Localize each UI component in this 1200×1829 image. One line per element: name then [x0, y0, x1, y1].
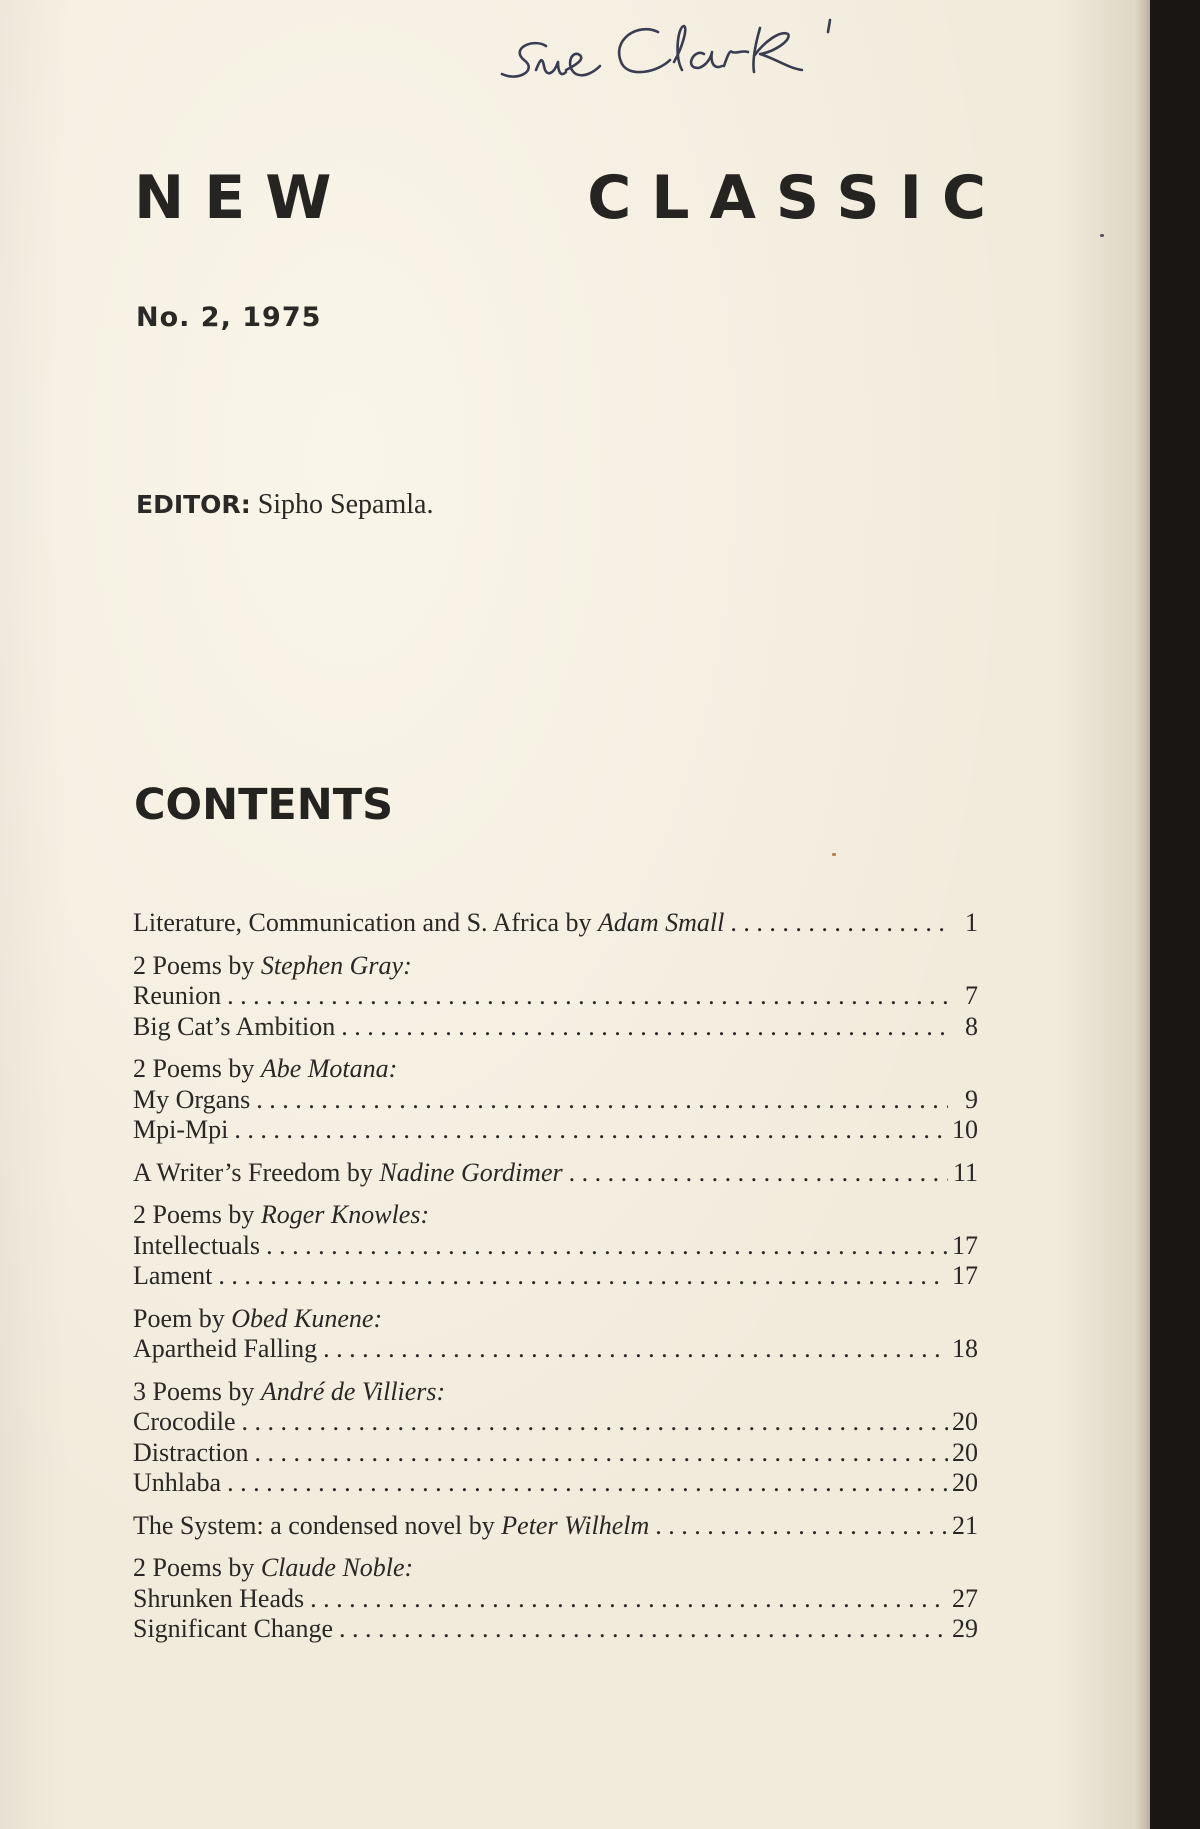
toc-entry-by: by — [340, 1157, 380, 1187]
dot-leader — [227, 1468, 948, 1499]
toc-entry-text — [133, 1085, 256, 1116]
toc-entry — [133, 1012, 978, 1043]
toc-entry-title: Reunion — [133, 981, 222, 1010]
toc-entry-text — [133, 1231, 266, 1262]
dot-leader — [234, 1115, 948, 1146]
toc-entry — [133, 1231, 978, 1262]
handwritten-signature — [498, 8, 918, 118]
toc-group-header — [133, 1377, 978, 1408]
toc-page-number: 18 — [952, 1334, 978, 1363]
toc-group — [133, 951, 978, 1043]
editor-name: Sipho Sepamla. — [257, 489, 434, 520]
toc-page-number: 17 — [952, 1261, 978, 1290]
toc-entry — [133, 908, 978, 939]
toc-group-author: André de Villiers: — [260, 1376, 446, 1406]
toc-group-prefix: 2 Poems by — [133, 1054, 261, 1083]
toc-entry — [133, 1261, 978, 1292]
toc-group-author: Claude Noble: — [260, 1553, 414, 1582]
toc-page-number: 10 — [952, 1115, 978, 1144]
toc-page-number: 20 — [952, 1407, 978, 1436]
toc-group-header — [133, 1304, 978, 1335]
journal-title — [134, 163, 1006, 233]
toc-group-author: Obed Kunene: — [231, 1303, 383, 1333]
toc-entry-title: Intellectuals — [133, 1230, 261, 1260]
toc-entry-author: Adam Small — [598, 908, 725, 937]
toc-entry — [133, 1158, 978, 1189]
paper-speck — [832, 853, 836, 856]
title-word-classic: CLASSIC — [587, 163, 1006, 233]
toc-group — [133, 1304, 978, 1365]
toc-entry — [133, 1614, 978, 1645]
editor-label: EDITOR: — [136, 490, 251, 519]
toc-group-prefix: 2 Poems by — [133, 1200, 261, 1229]
toc-entry — [133, 1115, 978, 1146]
toc-entry — [133, 1468, 978, 1499]
toc-entry-text — [133, 908, 730, 939]
toc-page-number: 21 — [952, 1510, 978, 1540]
dot-leader — [256, 1085, 948, 1116]
toc-page-number: 29 — [952, 1614, 978, 1643]
editor-line — [136, 489, 433, 521]
toc-entry-text — [133, 1012, 341, 1043]
issue-number: No. 2, 1975 — [136, 302, 322, 333]
toc-entry-title: Lament — [133, 1261, 213, 1290]
toc-entry — [133, 1085, 978, 1116]
toc-entry-author: Peter Wilhelm — [501, 1510, 650, 1540]
toc-group-prefix: 3 Poems by — [133, 1376, 261, 1406]
toc-entry — [133, 1438, 978, 1469]
toc-group — [133, 1054, 978, 1146]
toc-entry-text — [133, 1334, 323, 1365]
dot-leader — [242, 1407, 948, 1438]
toc-entry-text — [133, 1468, 227, 1499]
toc-entry-title: Distraction — [133, 1437, 249, 1467]
dot-leader — [341, 1012, 948, 1043]
toc-entry-text — [133, 1407, 242, 1438]
dot-leader — [569, 1158, 948, 1189]
toc-group — [133, 1377, 978, 1499]
toc-group-header — [133, 1200, 978, 1231]
toc-entry-author: Nadine Gordimer — [379, 1157, 563, 1187]
toc-group-author: Abe Motana: — [260, 1054, 398, 1083]
toc-group-header — [133, 951, 978, 982]
toc-page-number: 8 — [965, 1011, 978, 1041]
toc-entry-text — [133, 1115, 234, 1146]
toc-group-prefix: Poem by — [133, 1303, 232, 1333]
paper-speck — [1100, 234, 1104, 237]
toc-page-number: 1 — [965, 908, 978, 937]
toc-entry-text — [133, 1511, 655, 1542]
toc-page-number: 20 — [952, 1437, 978, 1467]
toc-entry-title: Mpi-Mpi — [133, 1115, 229, 1144]
toc-entry — [133, 1407, 978, 1438]
dot-leader — [339, 1614, 948, 1645]
toc-entry-title: Big Cat’s Ambition — [133, 1011, 336, 1041]
dot-leader — [655, 1511, 948, 1542]
toc-page-number: 9 — [965, 1084, 978, 1114]
toc-page-number: 27 — [952, 1583, 978, 1613]
toc-entry-text — [133, 1614, 339, 1645]
toc-entry-title: The System: a condensed novel — [133, 1510, 463, 1540]
toc-group-header — [133, 1553, 978, 1584]
toc-entry — [133, 981, 978, 1012]
toc-entry-text — [133, 1438, 255, 1469]
toc-entry-title: Crocodile — [133, 1407, 236, 1436]
toc-page-number: 20 — [952, 1468, 978, 1497]
toc-group — [133, 1511, 978, 1542]
toc-group-author: Roger Knowles: — [260, 1200, 430, 1229]
toc-group-prefix: 2 Poems by — [133, 1553, 261, 1582]
toc-group — [133, 1200, 978, 1292]
dot-leader — [227, 981, 948, 1012]
title-word-new: NEW — [134, 163, 352, 233]
contents-heading: CONTENTS — [134, 780, 394, 830]
toc-page-number: 17 — [952, 1230, 978, 1260]
toc-group-header — [133, 1054, 978, 1085]
toc-entry-title: Shrunken Heads — [133, 1583, 305, 1613]
toc-entry-text — [133, 1584, 310, 1615]
page-edge — [1133, 0, 1150, 1829]
toc-entry-title: Significant Change — [133, 1614, 334, 1643]
toc-entry-title: Literature, Communication and S. Africa — [133, 908, 559, 937]
toc-entry — [133, 1584, 978, 1615]
dot-leader — [266, 1231, 948, 1262]
toc-entry-title: Unhlaba — [133, 1468, 222, 1497]
toc-group — [133, 1553, 978, 1645]
toc-entry-title: Apartheid Falling — [133, 1334, 318, 1363]
dot-leader — [730, 908, 948, 939]
toc-entry — [133, 1334, 978, 1365]
toc-entry-text — [133, 981, 227, 1012]
dot-leader — [218, 1261, 948, 1292]
toc-entry-text — [133, 1261, 218, 1292]
toc-entry-title: A Writer’s Freedom — [133, 1157, 341, 1187]
dot-leader — [310, 1584, 948, 1615]
dot-leader — [323, 1334, 948, 1365]
toc-group — [133, 908, 978, 939]
toc-page-number: 7 — [965, 981, 978, 1010]
toc-group-prefix: 2 Poems by — [133, 950, 261, 980]
toc-entry-text — [133, 1158, 569, 1189]
toc-entry-by: by — [462, 1510, 502, 1540]
toc-group-author: Stephen Gray: — [260, 950, 412, 980]
signature-drawing — [498, 8, 918, 118]
toc-entry-by: by — [559, 908, 598, 937]
toc-group — [133, 1158, 978, 1189]
toc-entry-title: My Organs — [133, 1084, 251, 1114]
table-of-contents — [133, 908, 978, 1657]
toc-page-number: 11 — [952, 1157, 978, 1187]
dot-leader — [255, 1438, 948, 1469]
toc-entry — [133, 1511, 978, 1542]
